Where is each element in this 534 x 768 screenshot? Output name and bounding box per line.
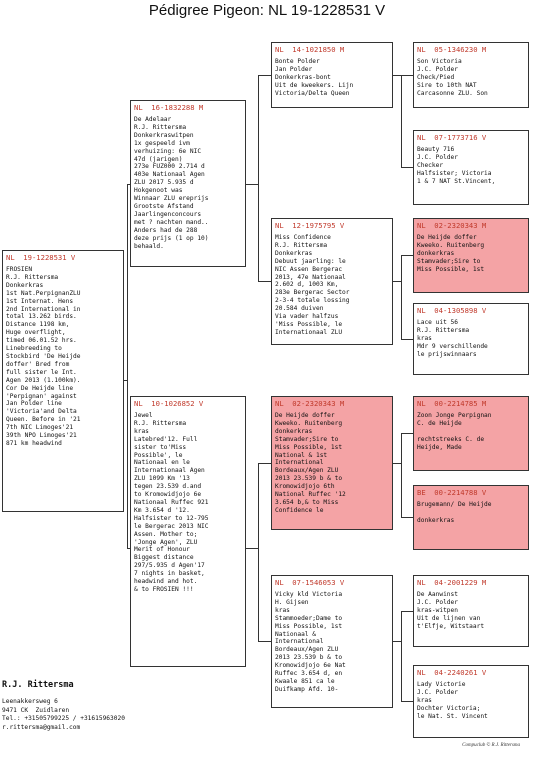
pigeon-details: Bonte Polder Jan Polder Donkerkras-bont Uit de kweekers. Lijn Victoria/Delta Queen — [275, 58, 354, 97]
owner-address: Leenakkersweg 6 — [2, 698, 58, 705]
pigeon-details: Zoon Jonge Perpignan C. de Heijde rechtstreeks C. de Heijde, Made — [417, 412, 492, 451]
connector-line — [258, 75, 259, 282]
owner-email[interactable]: r.rittersma@gmail.com — [2, 723, 81, 731]
ring-number: NL 07-1773716 V — [417, 133, 487, 142]
pigeon-card-sire-sire[interactable] — [271, 42, 393, 108]
pigeon-details: Jewel R.J. Rittersma kras Latebred'12. Full sister to'Miss Possible', le Nationaal en le Internationaal Agen ZLU 1099 Km '13 tegen 23.539 d.and to Kromowidjojo 6e Nationaal Ruffec 921 Km 3.654 d '12. Halfsister to 12-795 le Bergerac 2013 NIC Assen. Mother to; 'Jonge Agen', ZLU Merit of Honour Biggest distance 297/5.935 d Agen'17 7 nights in basket, headwind and hot. & to FROSIEN !!! — [134, 412, 209, 593]
pigeon-details: Lace uit 56 R.J. Rittersma kras Mdr 9 verschillende le prijswinnaars — [417, 319, 488, 358]
pigeon-details: Brugemann/ De Heijde donkerkras — [417, 501, 492, 524]
pigeon-card-dam[interactable] — [130, 396, 246, 667]
connector-line — [401, 611, 413, 612]
pigeon-card-dam-dam[interactable] — [271, 575, 393, 708]
pigeon-card-ssd[interactable] — [413, 130, 529, 205]
connector-line — [393, 641, 401, 642]
connector-line — [258, 641, 271, 642]
ring-number: NL 05-1346230 M — [417, 45, 487, 54]
pigeon-details: Beauty 716 J.C. Polder Checker Halfsister; Victoria 1 & 7 NAT St.Vincent, — [417, 146, 496, 185]
connector-line — [246, 184, 258, 185]
owner-name: R.J. Rittersma — [2, 680, 74, 690]
ring-number: NL 19-1228531 V — [6, 253, 76, 262]
ring-number: NL 12-1975795 V — [275, 221, 345, 230]
connector-line — [401, 433, 402, 518]
ring-number: NL 14-1021850 M — [275, 45, 345, 54]
pigeon-details: De Heijde doffer Kweeko. Ruitenberg donkerkras Stamvader;Sire to Miss Possible, 1st — [417, 234, 485, 273]
ring-number: BE 00-2214788 V — [417, 488, 487, 497]
pigeon-card-dam-sire[interactable] — [271, 396, 393, 530]
connector-line — [401, 167, 413, 168]
pigeon-card-sds[interactable] — [413, 218, 529, 293]
page-title: Pédigree Pigeon: NL 19-1228531 V — [148, 2, 386, 19]
connector-line — [393, 75, 401, 76]
pigeon-card-sss[interactable] — [413, 42, 529, 108]
connector-line — [393, 463, 401, 464]
connector-line — [401, 339, 413, 340]
pigeon-details: De Adelaar R.J. Rittersma Donkerkraswitpen 1x gespeeld ivm verhuizing: 6e NIC 47d (jarigen) 273e FUZ000 2.714 d 403e Nationaal Agen ZLU 2017 5.935 d Hokgenoot was Winnaar ZLU ereprijs Grootste Afstand Jaarlingenconcours met ? nachten mand.. Anders had de 288 deze prijs (1 op 10) behaald. — [134, 116, 209, 250]
connector-line — [258, 463, 271, 464]
connector-line — [401, 255, 402, 340]
pigeon-card-ddd[interactable] — [413, 665, 529, 738]
connector-line — [401, 701, 413, 702]
pigeon-details: Lady Victorie J.C. Polder kras Dochter Victoria; le Nat. St. Vincent — [417, 681, 488, 720]
ring-number: NL 00-2214785 M — [417, 399, 487, 408]
ring-number: NL 04-1305898 V — [417, 306, 487, 315]
connector-line — [401, 75, 402, 168]
ring-number: NL 04-2001229 M — [417, 578, 487, 587]
connector-line — [401, 433, 413, 434]
ring-number: NL 10-1026852 V — [134, 399, 204, 408]
pigeon-details: Miss Confidence R.J. Rittersma Donkerkras Debuut jaarling: le NIC Assen Bergerac 2013, 47e Nationaal 2.602 d, 1003 Km, 283e Bergerac Sector 2-3-4 totale lossing 20.584 duiven Via vader halfzus 'Miss Possible, le Internationaal ZLU — [275, 234, 350, 336]
pigeon-details: Vicky kld Victoria H. Gijsen kras Stammoeder;Dame to Miss Possible, 1st Nationaal & International Bordeaux/Agen ZLU 2013 23.539 b & to Kromowidjojo 6e Nat Ruffec 3.654 d, en Kwaale 851 ca le Duifkamp Afd. 10- — [275, 591, 346, 693]
connector-line — [246, 548, 258, 549]
pigeon-card-sdd[interactable] — [413, 303, 529, 375]
ring-number: NL 04-2240261 V — [417, 668, 487, 677]
ring-number: NL 16-1832288 M — [134, 103, 204, 112]
pigeon-details: FROSIEN R.J. Rittersma Donkerkras 1st Nat.PerpignanZLU 1st Internat. Hens 2nd International in total 13.262 birds. Distance 1198 km, Huge overflight, timed 06.01.52 hrs. Linebreeding to Stockbird 'De Heijde doffer' Bred from full sister le Int. Agen 2013 (1.100km). Cor De Heijde line 'Perpignan' against Jan Polder line 'Victoria'and Delta Queen. Before in '21 7th NIC Limoges'21 39th NPO Limoges'21 871 km headwind — [6, 266, 81, 447]
pigeon-details: De Heijde doffer Kweeko. Ruitenberg donkerkras Stamvader;Sire to Miss Possible, 1st National & 1st International Bordeaux/Agen ZLU 2013 23.539 b & to Kromowidjojo 6th National Ruffec '12 3.654 b,& to Miss Confidence le — [275, 412, 346, 514]
pigeon-card-sire-dam[interactable] — [271, 218, 393, 345]
pigeon-card-dds[interactable] — [413, 575, 529, 647]
pigeon-card-sire[interactable] — [130, 100, 246, 267]
connector-line — [393, 281, 401, 282]
footer-credit: Compuclub © R.J. Rittersma — [462, 743, 520, 748]
pigeon-card-dss[interactable] — [413, 396, 529, 471]
ring-number: NL 07-1546053 V — [275, 578, 345, 587]
pigeon-card-dsd[interactable] — [413, 485, 529, 550]
pigeon-card-main[interactable] — [2, 250, 124, 512]
connector-line — [401, 255, 413, 256]
connector-line — [127, 548, 130, 549]
connector-line — [127, 184, 128, 549]
pigeon-details: De Aanwinst J.C. Polder kras-witpen Uit de lijnen van t'Elfje, Witstaart — [417, 591, 485, 630]
connector-line — [401, 517, 413, 518]
connector-line — [258, 75, 271, 76]
connector-line — [127, 184, 130, 185]
connector-line — [401, 75, 413, 76]
connector-line — [258, 281, 271, 282]
owner-postcode: 9471 CK Zuidlaren — [2, 706, 70, 714]
ring-number: NL 02-2320343 M — [417, 221, 487, 230]
connector-line — [258, 463, 259, 642]
pigeon-details: Son Victoria J.C. Polder Check/Pied Sire to 10th NAT Carcasonne ZLU. Son — [417, 58, 488, 97]
owner-info — [2, 680, 125, 732]
ring-number: NL 02-2320343 M — [275, 399, 345, 408]
connector-line — [401, 611, 402, 702]
owner-phone: Tel.: +31505799225 / +31615963020 — [2, 715, 125, 723]
